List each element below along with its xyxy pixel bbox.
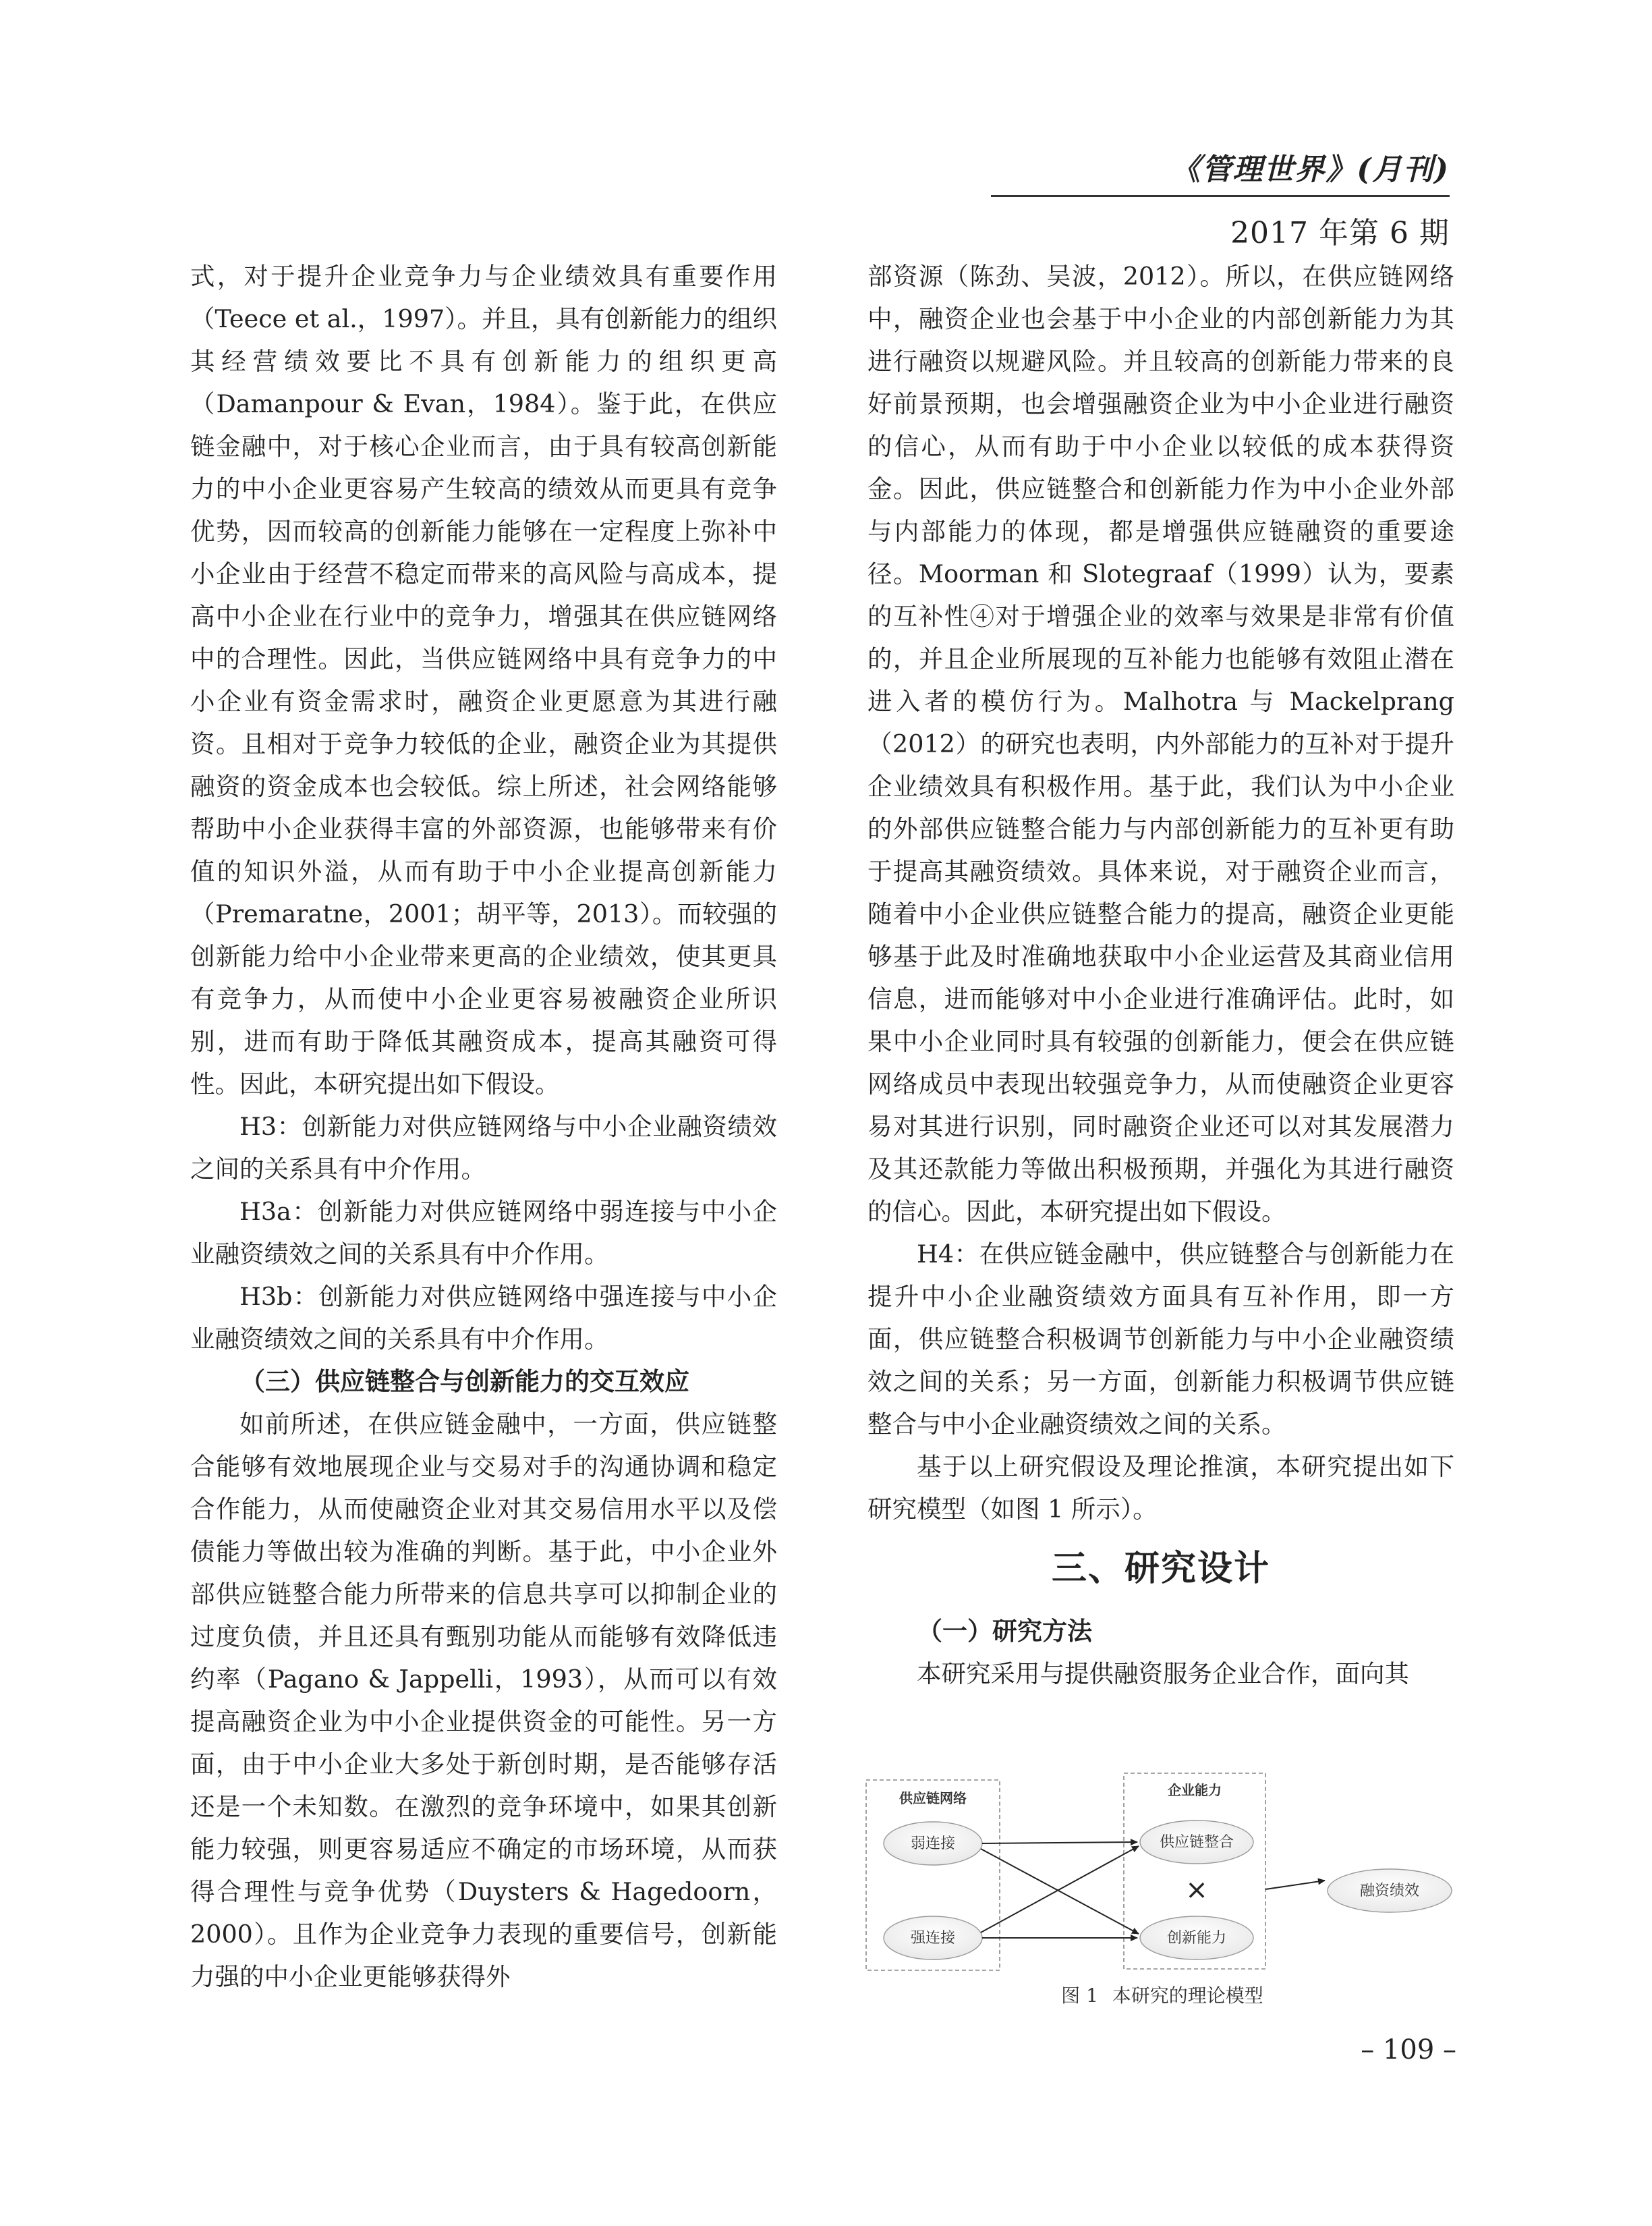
section-heading: 三、研究设计 <box>1051 1549 1270 1589</box>
paragraph: H3：创新能力对供应链网络与中小企业融资绩效之间的关系具有中介作用。 <box>190 1112 777 1184</box>
paragraph: H3b：创新能力对供应链网络中强连接与中小企业融资绩效之间的关系具有中介作用。 <box>190 1282 777 1354</box>
figure-1 <box>862 1769 1462 2012</box>
page-number: – 109 – <box>1361 2034 1456 2065</box>
left-column <box>190 255 777 1998</box>
performance-label: 融资绩效 <box>1359 1883 1420 1899</box>
integration-label: 供应链整合 <box>1159 1834 1234 1851</box>
figure-caption-text: 本研究的理论模型 <box>1112 1984 1263 2007</box>
subsection-heading: （一）研究方法 <box>917 1617 1092 1646</box>
figure-caption <box>862 1981 1462 2008</box>
arrow-weak-innovation <box>981 1849 1139 1934</box>
supply-chain-network-title: 供应链网络 <box>899 1790 967 1806</box>
arrow-weak-integration <box>982 1842 1137 1843</box>
innovation-label: 创新能力 <box>1166 1930 1227 1947</box>
paragraph: 本研究采用与提供融资服务企业合作，面向其 <box>917 1659 1409 1688</box>
firm-capability-title: 企业能力 <box>1168 1782 1222 1798</box>
paragraph: 式，对于提升企业竞争力与企业绩效具有重要作用（Teece et al.，1997）。并且，具有创新能力的组织其经营绩效要比不具有创新能力的组织更高（Damanpour & Evan，1984）。鉴于此，在供应链金融中，对于核心企业而言，由于具有较高创新能力的中小企业更容易产生较高的绩效从而更具有竞争优势，因而较高的创新能力能够在一定程度上弥补中小企业由于经营不稳定而带来的高风险与高成本，提高中小企业在行业中的竞争力，增强其在供应链网络中的合理性。因此，当供应链网络中具有竞争力的中小企业有资金需求时，融资企业更愿意为其进行融资。且相对于竞争力较低的企业，融资企业为其提供融资的资金成本也会较低。综上所述，社会网络能够帮助中小企业获得丰富的外部资源，也能够带来有价值的知识外溢，从而有助于中小企业提高创新能力（Premaratne，2001；胡平等，2013）。而较强的创新能力给中小企业带来更高的企业绩效，使其更具有竞争力，从而使中小企业更容易被融资企业所识别，进而有助于降低其融资成本，提高其融资可得性。因此，本研究提出如下假设。 <box>190 262 777 1098</box>
arrow-strong-integration <box>981 1846 1139 1932</box>
weak-tie-label: 弱连接 <box>910 1835 956 1852</box>
header-rule <box>991 195 1450 197</box>
running-head <box>1170 145 1450 252</box>
paragraph: 如前所述，在供应链金融中，一方面，供应链整合能够有效地展现企业与交易对手的沟通协调和稳定合作能力，从而使融资企业对其交易信用水平以及偿债能力等做出较为准确的判断。基于此，中小企业外部供应链整合能力所带来的信息共享可以抑制企业的过度负债，并且还具有甄别功能从而能够有效降低违约率（Pagano & Jappelli，1993），从而可以有效提高融资企业为中小企业提供资金的可能性。另一方面，由于中小企业大多处于新创时期，是否能够存活还是一个未知数。在激烈的竞争环境中，如果其创新能力较强，则更容易适应不确定的市场环境，从而获得合理性与竞争优势（Duysters & Hagedoorn，2000）。且作为企业竞争力表现的重要信号，创新能力强的中小企业更能够获得外 <box>190 1410 777 1991</box>
paragraph: H4：在供应链金融中，供应链整合与创新能力在提升中小企业融资绩效方面具有互补作用，即一方面，供应链整合积极调节创新能力与中小企业融资绩效之间的关系；另一方面，创新能力积极调节供应链整合与中小企业融资绩效之间的关系。 <box>867 1240 1454 1439</box>
right-column <box>867 255 1454 1695</box>
paragraph: H3a：创新能力对供应链网络中弱连接与中小企业融资绩效之间的关系具有中介作用。 <box>190 1197 777 1269</box>
issue-label: 2017 年第 6 期 <box>1230 216 1450 250</box>
theoretical-model-diagram <box>862 1769 1462 1972</box>
figure-caption-label: 图 1 <box>1061 1984 1098 2007</box>
paragraph: 基于以上研究假设及理论推演，本研究提出如下研究模型（如图 1 所示）。 <box>867 1452 1454 1524</box>
interaction-symbol: × <box>1185 1874 1208 1905</box>
strong-tie-label: 强连接 <box>910 1930 956 1947</box>
arrow-capability-performance <box>1265 1881 1325 1889</box>
journal-title: 《管理世界》(月刊) <box>1170 152 1450 187</box>
subsection-heading: （三）供应链整合与创新能力的交互效应 <box>240 1367 689 1396</box>
paragraph: 部资源（陈劲、吴波，2012）。所以，在供应链网络中，融资企业也会基于中小企业的内部创新能力为其进行融资以规避风险。并且较高的创新能力带来的良好前景预期，也会增强融资企业为中小企业进行融资的信心，从而有助于中小企业以较低的成本获得资金。因此，供应链整合和创新能力作为中小企业外部与内部能力的体现，都是增强供应链融资的重要途径。Moorman 和 Slotegraaf（1999）认为，要素的互补性④对于增强企业的效率与效果是非常有价值的，并且企业所展现的互补能力也能够有效阻止潜在进入者的模仿行为。Malhotra 与 Mackelprang（2012）的研究也表明，内外部能力的互补对于提升企业绩效具有积极作用。基于此，我们认为中小企业的外部供应链整合能力与内部创新能力的互补更有助于提高其融资绩效。具体来说，对于融资企业而言，随着中小企业供应链整合能力的提高，融资企业更能够基于此及时准确地获取中小企业运营及其商业信用信息，进而能够对中小企业进行准确评估。此时，如果中小企业同时具有较强的创新能力，便会在供应链网络成员中表现出较强竞争力，从而使融资企业更容易对其进行识别，同时融资企业还可以对其发展潜力及其还款能力等做出积极预期，并强化为其进行融资的信心。因此，本研究提出如下假设。 <box>867 262 1454 1226</box>
